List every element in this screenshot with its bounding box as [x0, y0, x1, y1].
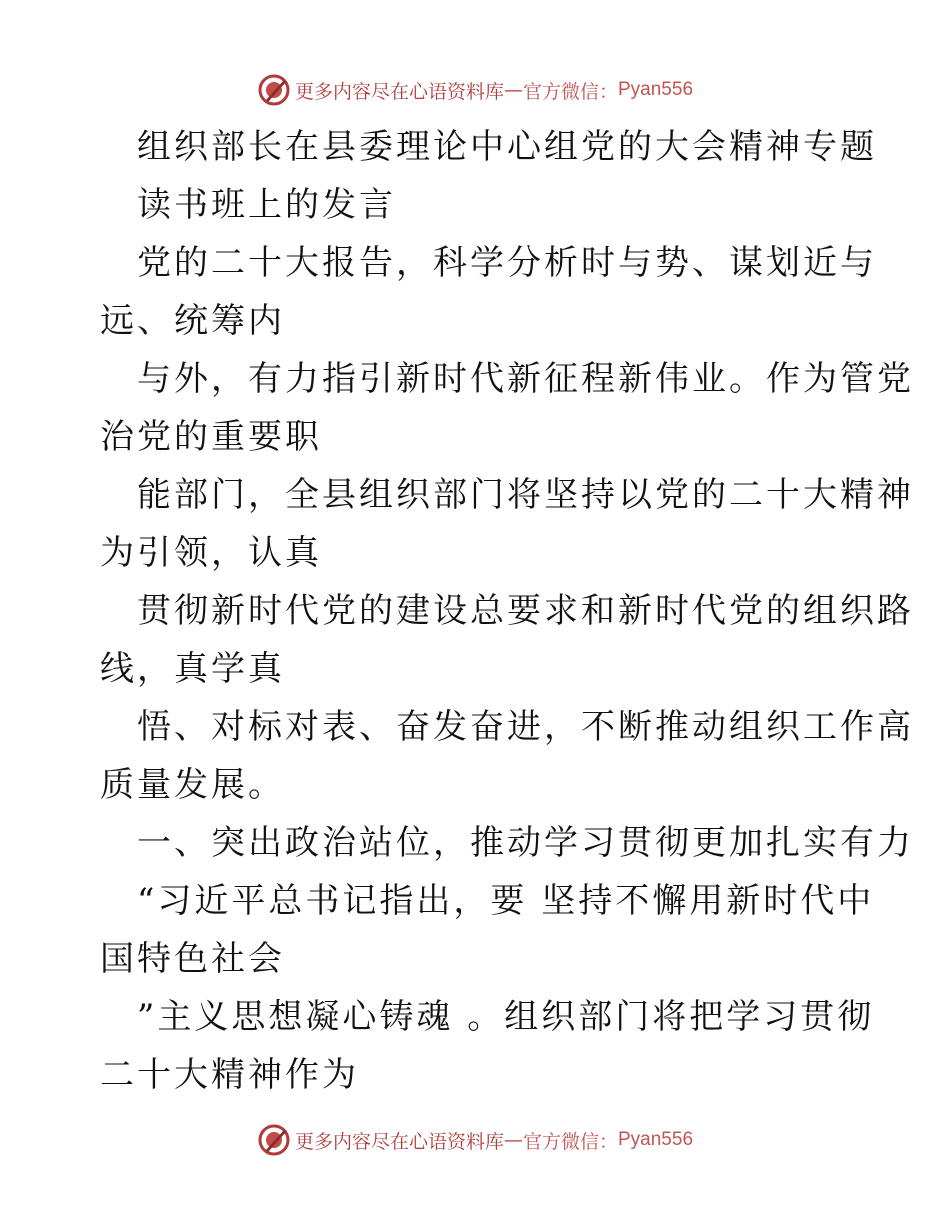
- brand-logo-icon: [257, 73, 291, 107]
- text-line: 治党的重要职: [100, 417, 322, 457]
- brand-logo-icon: [257, 1123, 291, 1157]
- banner-dash: —: [503, 79, 523, 101]
- text-line: 读书班上的发言: [137, 185, 396, 225]
- banner-wechat-label: 官方微信：: [522, 1130, 618, 1153]
- text-line: “习近平总书记指出，要 坚持不懈用新时代中: [137, 881, 875, 921]
- document-body: [100, 118, 914, 1104]
- text-line: 党的二十大报告，科学分析时与势、谋划近与: [137, 243, 877, 283]
- text-line: 为引领，认真: [100, 533, 322, 573]
- text-line: 组织部长在县委理论中心组党的大会精神专题: [137, 127, 877, 167]
- text-line: 一、突出政治站位，推动学习贯彻更加扎实有力: [137, 823, 914, 863]
- banner-dash: —: [503, 1129, 523, 1151]
- footer-banner: [0, 1120, 950, 1160]
- text-line: ”主义思想凝心铸魂 。组织部门将把学习贯彻: [137, 997, 875, 1037]
- banner-wechat-label: 官方微信：: [522, 80, 618, 103]
- banner-main-text: 更多内容尽在心语资料库: [294, 1130, 504, 1153]
- banner-main-text: 更多内容尽在心语资料库: [294, 80, 504, 103]
- banner-wechat-id: Pyan556: [618, 1129, 694, 1150]
- text-line: 与外，有力指引新时代新征程新伟业。作为管党: [137, 359, 914, 399]
- text-line: 远、统筹内: [100, 301, 285, 341]
- text-line: 质量发展。: [100, 765, 285, 805]
- text-line: 线，真学真: [100, 649, 285, 689]
- text-line: 二十大精神作为: [100, 1055, 359, 1095]
- text-line: 能部门，全县组织部门将坚持以党的二十大精神: [137, 475, 914, 515]
- text-line: 悟、对标对表、奋发奋进，不断推动组织工作高: [137, 707, 914, 747]
- text-line: 贯彻新时代党的建设总要求和新时代党的组织路: [137, 591, 914, 631]
- text-line: 国特色社会: [100, 939, 285, 979]
- banner-wechat-id: Pyan556: [618, 79, 694, 100]
- header-banner: [0, 70, 950, 110]
